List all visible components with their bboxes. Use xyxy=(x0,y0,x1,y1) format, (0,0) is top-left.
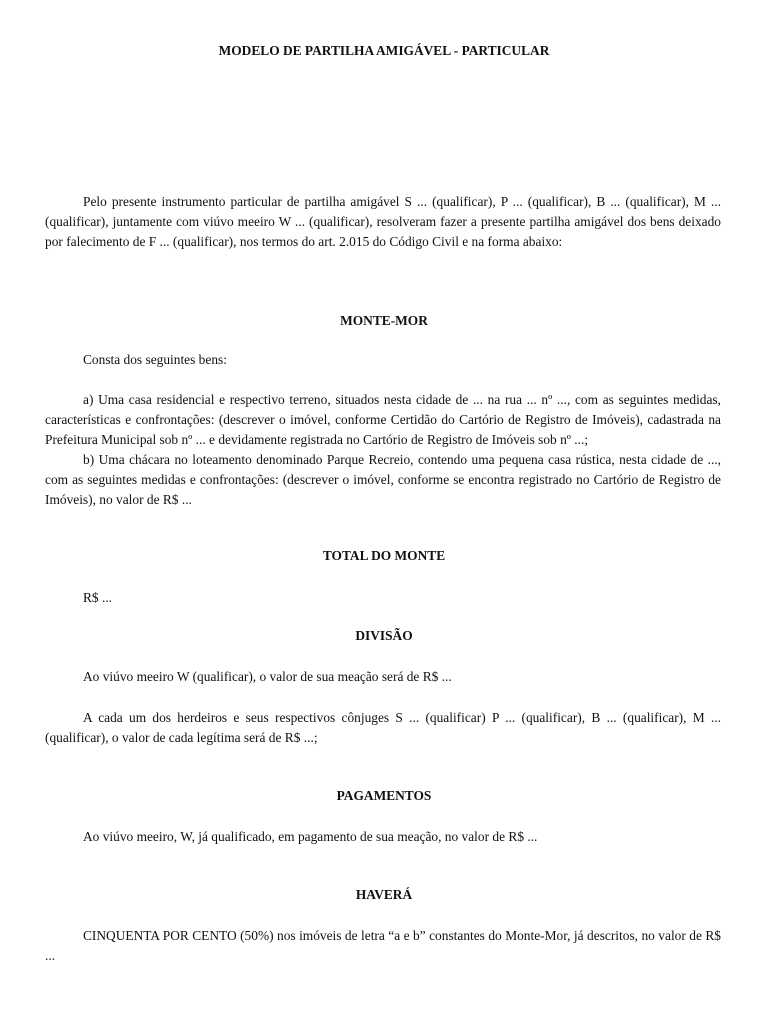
havera-paragraph-1: CINQUENTA POR CENTO (50%) nos imóveis de letra “a e b” constantes do Monte-Mor, já descritos, no valor de R$ ... xyxy=(45,928,721,963)
section-heading-havera: HAVERÁ xyxy=(355,887,413,902)
monte-mor-item-a: a) Uma casa residencial e respectivo terreno, situados nesta cidade de ... na rua ... nº ..., com as seguintes medidas, características e confrontações: (descrever o imóvel, conforme Certidão do Cartório de Registro de Imóveis), cadastrada na Prefeitura Municipal sob nº ... e devidamente registrada no Cartório de Registro de Imóveis sob nº ...; xyxy=(45,392,721,447)
monte-mor-item-b: b) Uma chácara no loteamento denominado Parque Recreio, contendo uma pequena casa rústica, nesta cidade de ..., com as seguintes medidas e confrontações: (descrever o imóvel, conforme se encontra registrado no Cartório de Registro de Imóveis), no valor de R$ ... xyxy=(45,452,721,507)
section-heading-pagamentos: PAGAMENTOS xyxy=(336,788,432,803)
pagamentos-paragraph-1: Ao viúvo meeiro, W, já qualificado, em pagamento de sua meação, no valor de R$ ... xyxy=(83,829,538,844)
section-heading-total-do-monte: TOTAL DO MONTE xyxy=(322,548,446,563)
divisao-paragraph-1: Ao viúvo meeiro W (qualificar), o valor de sua meação será de R$ ... xyxy=(83,669,452,684)
section-heading-monte-mor: MONTE-MOR xyxy=(340,313,428,328)
divisao-paragraph-2: A cada um dos herdeiros e seus respectivos cônjuges S ... (qualificar) P ... (qualificar), B ... (qualificar), M ... (qualificar), o valor de cada legítima será de R$ ...; xyxy=(45,710,721,745)
document-title: MODELO DE PARTILHA AMIGÁVEL - PARTICULAR xyxy=(218,43,550,58)
total-do-monte-value: R$ ... xyxy=(83,590,113,605)
section-heading-divisao: DIVISÃO xyxy=(355,628,413,643)
intro-paragraph: Pelo presente instrumento particular de partilha amigável S ... (qualificar), P ... (qualificar), B ... (qualificar), M ... (qualificar), juntamente com viúvo meeiro W ... (qualificar), resolveram fazer a presente partilha amigável dos bens deixado por falecimento de F ... (qualificar), nos termos do art. 2.015 do Código Civil e na forma abaixo: xyxy=(45,194,721,249)
monte-mor-lead: Consta dos seguintes bens: xyxy=(83,352,227,367)
